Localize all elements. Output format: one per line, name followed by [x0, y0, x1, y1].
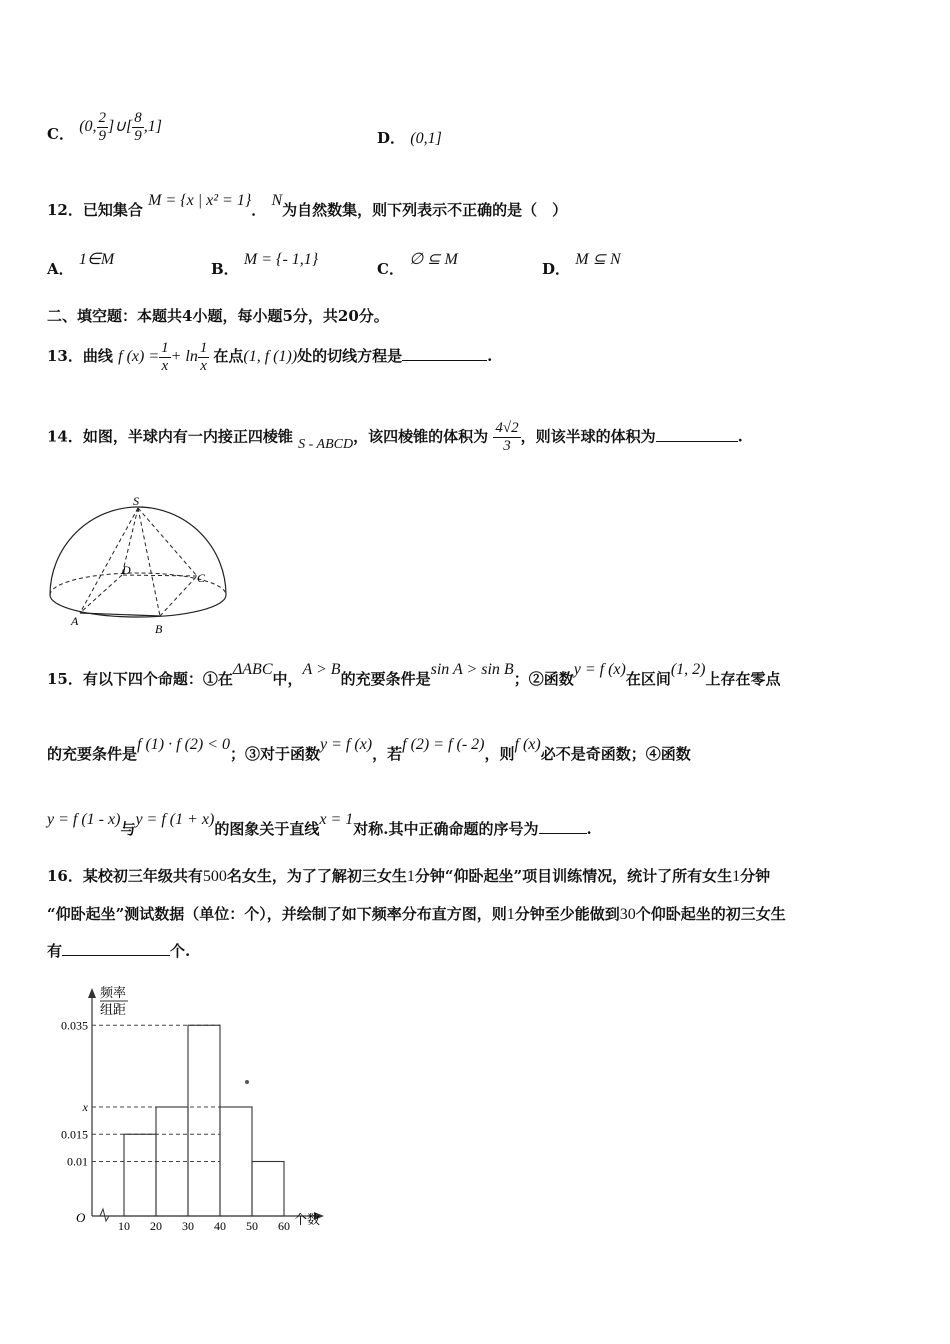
q15-line-3: y = f (1 - x)与y = f (1 + x)的图象关于直线x = 1对称.其中正确命题的序号为 .	[47, 811, 592, 838]
histogram-bar	[220, 1107, 252, 1216]
y-tick-label: x	[82, 1100, 88, 1114]
hemisphere-figure	[40, 495, 240, 640]
fraction: $\frac{1}{x}$	[161, 340, 169, 374]
natural-set: N	[271, 192, 283, 209]
origin-label: O	[76, 1210, 86, 1225]
y-axis-arrow	[88, 988, 96, 998]
label-B: B	[155, 622, 163, 636]
y-tick-label: 0.01	[67, 1154, 88, 1169]
histogram-bar	[188, 1025, 220, 1216]
label-C: C	[197, 571, 206, 585]
label-S: S	[133, 495, 139, 508]
fraction: $\frac{2}{9}$	[98, 110, 107, 144]
pyramid-name: S - ABCD	[298, 436, 354, 452]
y-tick-label: 0.015	[61, 1127, 88, 1142]
q15-line-1: 15．有以下四个命题：①在ΔABC中，A > B的充要条件是sin A > sin B；②函数y = f (x)在区间(1, 2)上存在零点	[47, 661, 781, 688]
q16-line-1: 16．某校初三年级共有500名女生，为了了解初三女生1分钟“仰卧起坐”项目训练情况，统计了所有女生1分钟	[47, 867, 771, 885]
section-heading: 二、填空题：本题共4小题，每小题5分，共20分。	[47, 307, 389, 325]
edge-SA	[80, 508, 138, 613]
q12-option-b: B． M = {- 1,1}	[211, 251, 319, 278]
x-tick-label: 30	[182, 1219, 194, 1233]
option-label: D．	[377, 129, 406, 147]
answer-blank[interactable]	[539, 819, 587, 834]
option-d-math: (0,1]	[410, 130, 442, 147]
edge-CD	[122, 575, 197, 576]
label-A: A	[71, 614, 79, 628]
x-tick-label: 10	[118, 1219, 130, 1233]
edge-SC	[138, 508, 197, 576]
set-definition: M = {x | x² = 1}	[148, 192, 252, 209]
y-tick-label: 0.035	[61, 1018, 88, 1033]
function-expression: f (x) = $\frac{1}{x}$ + ln $\frac{1}{x}$	[118, 340, 208, 374]
question-number: 13．	[47, 347, 83, 366]
histogram-bar	[252, 1162, 284, 1217]
edge-DA	[80, 575, 122, 613]
question-number: 15．	[47, 670, 83, 688]
q16-line-3: 有 个.	[47, 942, 191, 960]
option-label: C．	[47, 125, 74, 144]
x-tick-label: 60	[278, 1219, 290, 1233]
frequency-histogram	[40, 980, 340, 1235]
y-label-top: 频率	[100, 985, 127, 1000]
label-D: D	[122, 563, 131, 577]
stray-dot	[245, 1080, 249, 1084]
edge-SB	[138, 508, 160, 616]
edge-BC	[160, 576, 197, 616]
q16-line-2: “仰卧起坐”测试数据（单位：个），并绘制了如下频率分布直方图，则1分钟至少能做到30个仰卧起坐的初三女生	[47, 905, 786, 923]
answer-blank[interactable]	[402, 346, 487, 361]
option-c-math: (0, $\frac{2}{9}$ ]∪[ $\frac{8}{9}$ ,1]	[79, 110, 162, 144]
q15-line-2: 的充要条件是f (1) · f (2) < 0；③对于函数y = f (x)，若f (2) = f (- 2)，则f (x)必不是奇函数；④函数	[47, 736, 691, 763]
question-number: 14．	[47, 427, 83, 446]
x-tick-label: 40	[214, 1219, 226, 1233]
volume-fraction: $\frac{4√2}{3}$	[495, 420, 519, 454]
q12-option-a: A． 1∈M	[47, 251, 115, 278]
question-number: 16．	[47, 867, 83, 885]
q13-stem: 13．曲线 f (x) = $\frac{1}{x}$ + ln $\frac{1}{x}$ 在点(1, f (1))处的切线方程是 .	[47, 340, 493, 374]
fraction: $\frac{8}{9}$	[134, 110, 142, 144]
histogram-bar	[124, 1134, 156, 1216]
edge-AB	[80, 613, 160, 616]
y-label-bottom: 组距	[100, 1002, 127, 1017]
q12-option-c: C． ∅ ⊆ M	[377, 251, 458, 278]
q14-stem: 14．如图，半球内有一内接正四棱锥 S - ABCD，该四棱锥的体积为 $\frac{4√2}{3}$ ，则该半球的体积为 .	[47, 420, 743, 454]
answer-blank[interactable]	[62, 941, 170, 956]
x-tick-label: 50	[246, 1219, 258, 1233]
x-axis-label: 个数	[294, 1212, 321, 1227]
axis-break	[100, 1209, 109, 1221]
q11-option-d	[377, 127, 442, 148]
x-tick-label: 20	[150, 1219, 162, 1233]
q12-stem: 12．已知集合 M = {x | x² = 1}． N为自然数集，则下列表示不正确的是（ ）	[47, 192, 568, 219]
q12-option-d: D． M ⊆ N	[542, 251, 621, 278]
question-number: 12．	[47, 201, 83, 219]
point: (1, f (1))	[243, 348, 298, 366]
q11-option-c	[47, 110, 162, 153]
fraction: $\frac{1}{x}$	[199, 340, 208, 374]
answer-blank[interactable]	[656, 427, 738, 442]
